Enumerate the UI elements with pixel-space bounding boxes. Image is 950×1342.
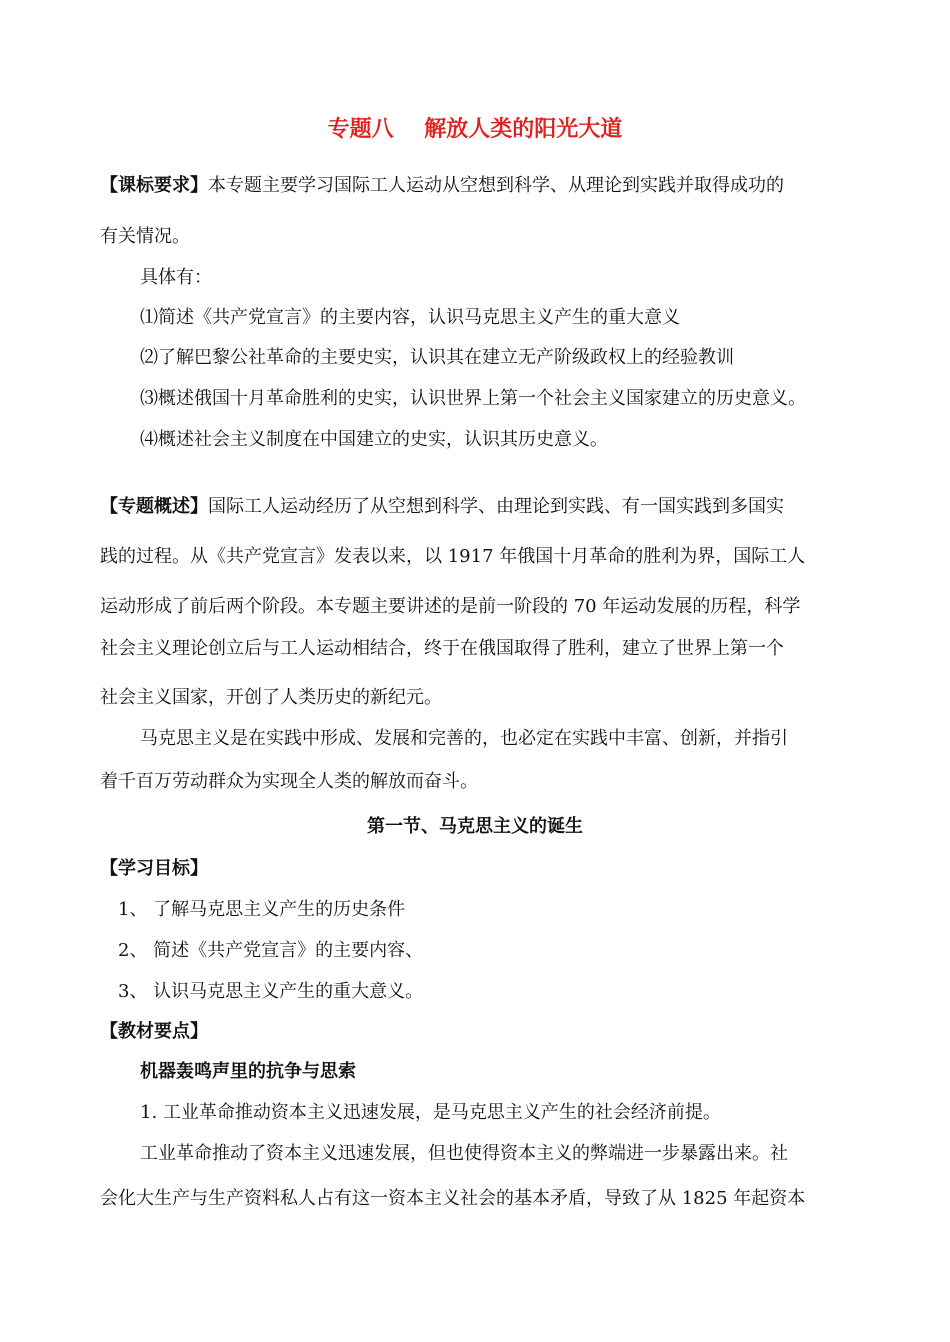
page-title: 专题八 解放人类的阳光大道 xyxy=(327,117,623,142)
gaishu-paragraph xyxy=(100,495,784,519)
body-line-1: 工业革命推动了资本主义迅速发展，但也使得资本主义的弊端进一步暴露出来。社 xyxy=(140,1143,788,1164)
body-line-2: 会化大生产与生产资料私人占有这一资本主义社会的基本矛盾，导致了从 1825 年起资本 xyxy=(100,1188,806,1209)
kebiao-intro: 具体有： xyxy=(140,267,212,288)
kebiao-line-1: 本专题主要学习国际工人运动从空想到科学、从理论到实践并取得成功的 xyxy=(208,175,784,196)
gaishu-para2-line-1: 马克思主义是在实践中形成、发展和完善的，也必定在实践中丰富、创新，并指引 xyxy=(140,728,788,749)
kebiao-item-4: ⑷概述社会主义制度在中国建立的史实，认识其历史意义。 xyxy=(140,429,608,450)
gaishu-label: 【专题概述】 xyxy=(100,496,208,517)
kebiao-label: 【课标要求】 xyxy=(100,175,208,196)
kebiao-line-2: 有关情况。 xyxy=(100,226,190,247)
point-1: 1. 工业革命推动资本主义迅速发展，是马克思主义产生的社会经济前提。 xyxy=(140,1102,721,1123)
goal-item-1: 1、 了解马克思主义产生的历史条件 xyxy=(118,899,406,920)
gaishu-para2-line-2: 着千百万劳动群众为实现全人类的解放而奋斗。 xyxy=(100,771,478,792)
gaishu-line-5: 社会主义国家，开创了人类历史的新纪元。 xyxy=(100,687,442,708)
kebiao-item-2: ⑵了解巴黎公社革命的主要史实，认识其在建立无产阶级政权上的经验教训 xyxy=(140,347,734,368)
section-heading: 第一节、马克思主义的诞生 xyxy=(367,816,583,837)
points-label: 【教材要点】 xyxy=(100,1021,208,1042)
kebiao-item-3: ⑶概述俄国十月革命胜利的史实，认识世界上第一个社会主义国家建立的历史意义。 xyxy=(140,388,806,409)
points-subheading: 机器轰鸣声里的抗争与思索 xyxy=(140,1061,356,1082)
gaishu-line-2: 践的过程。从《共产党宣言》发表以来，以 1917 年俄国十月革命的胜利为界，国际工人 xyxy=(100,546,806,567)
goals-label: 【学习目标】 xyxy=(100,858,208,879)
goal-item-3: 3、 认识马克思主义产生的重大意义。 xyxy=(118,981,424,1002)
kebiao-item-1: ⑴简述《共产党宣言》的主要内容，认识马克思主义产生的重大意义 xyxy=(140,307,680,328)
kebiao-paragraph xyxy=(100,174,784,198)
gaishu-line-1: 国际工人运动经历了从空想到科学、由理论到实践、有一国实践到多国实 xyxy=(208,496,784,517)
gaishu-line-4: 社会主义理论创立后与工人运动相结合，终于在俄国取得了胜利，建立了世界上第一个 xyxy=(100,638,784,659)
goal-item-2: 2、 简述《共产党宣言》的主要内容、 xyxy=(118,940,424,961)
gaishu-line-3: 运动形成了前后两个阶段。本专题主要讲述的是前一阶段的 70 年运动发展的历程，科学 xyxy=(100,596,801,617)
